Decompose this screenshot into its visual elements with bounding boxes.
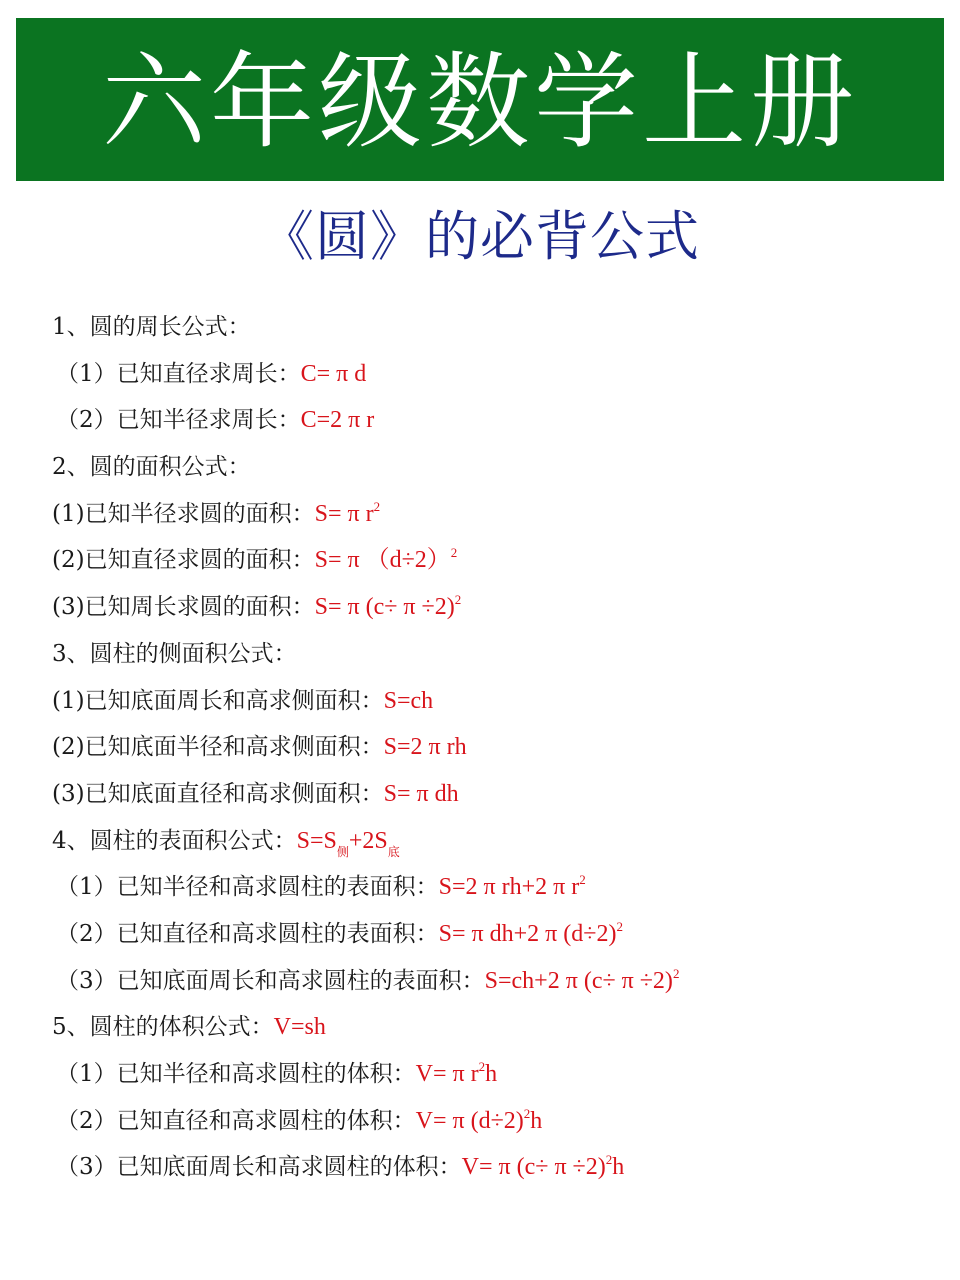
formula-item <box>52 681 932 728</box>
formula-value: S= π dh <box>383 780 459 807</box>
formula-label: (1)已知底面周长和高求侧面积： <box>52 687 384 714</box>
formula-label: (3)已知底面直径和高求侧面积： <box>52 780 384 807</box>
formula-item <box>52 867 932 914</box>
formula-label: （1）已知半径和高求圆柱的表面积： <box>56 874 439 901</box>
section-heading-formula: V=sh <box>273 1014 326 1041</box>
formula-label: (2)已知底面半径和高求侧面积： <box>52 734 384 761</box>
formula-value: V= π $(c\div \pi \div 2)^2h$ <box>461 1152 625 1181</box>
formula-item <box>52 494 932 541</box>
formula-label: （2）已知半径求周长： <box>56 407 301 434</box>
formula-item <box>52 1101 932 1148</box>
formula-label: (1)已知半径求圆的面积： <box>52 500 315 527</box>
section-heading-surface-area <box>52 821 932 868</box>
section-heading-volume <box>52 1007 932 1054</box>
formula-label: （3）已知底面周长和高求圆柱的表面积： <box>56 967 485 994</box>
formula-label: (2)已知直径求圆的面积： <box>52 547 315 574</box>
formula-item <box>52 354 932 401</box>
formula-label: (3)已知周长求圆的面积： <box>52 594 315 621</box>
formula-value: S=2 π rh+2 π $r^2$ <box>438 872 586 901</box>
formula-value: V= π $(d\div 2)^2h$ <box>415 1105 543 1134</box>
formula-list <box>52 307 932 1194</box>
formula-item <box>52 727 932 774</box>
section-heading-area <box>52 447 932 494</box>
formula-label: （3）已知底面周长和高求圆柱的体积： <box>56 1154 462 1181</box>
formula-value: V= π $r^2h$ <box>415 1059 498 1087</box>
formula-item <box>52 914 932 961</box>
formula-value: C= π d <box>300 360 367 387</box>
formula-item <box>52 961 932 1008</box>
formula-label: （1）已知直径求周长： <box>56 360 301 387</box>
page-title: 六年级数学上册 <box>101 40 858 163</box>
formula-item <box>52 540 932 587</box>
section-heading-text: 1、圆的周长公式： <box>52 314 251 340</box>
section-heading-text: 3、圆柱的侧面积公式： <box>52 640 297 667</box>
formula-value: S=2 π rh <box>383 734 467 761</box>
section-heading-formula: $S=S_侧+2S_底$ <box>296 827 400 859</box>
section-heading-text: 4、圆柱的表面积公式： <box>52 827 297 854</box>
formula-item <box>52 774 932 821</box>
formula-value: C=2 π r <box>300 407 375 434</box>
section-heading-lateral-area <box>52 634 932 681</box>
formula-value: S=ch+2 π $(c\div \pi \div 2)^2$ <box>484 965 680 994</box>
formula-value: S= π dh+2 π $(d\div 2)^2$ <box>438 918 623 947</box>
formula-value: S= π $r^2$ <box>314 498 381 527</box>
section-heading-text: 5、圆柱的体积公式： <box>52 1014 274 1041</box>
formula-label: （2）已知直径和高求圆柱的体积： <box>56 1107 416 1134</box>
formula-label: （2）已知直径和高求圆柱的表面积： <box>56 920 439 947</box>
formula-item <box>52 1147 932 1194</box>
formula-item <box>52 1054 932 1101</box>
formula-value: S= π $(c\div \pi \div 2)^2$ <box>314 592 462 621</box>
section-heading-text: 2、圆的面积公式： <box>52 454 251 481</box>
formula-label: （1）已知半径和高求圆柱的体积： <box>56 1061 416 1087</box>
page-subtitle: 《圆》的必背公式 <box>260 205 700 268</box>
formula-item <box>52 587 932 634</box>
formula-item <box>52 400 932 447</box>
title-banner <box>16 18 944 181</box>
section-heading-circumference <box>52 307 932 354</box>
formula-value: S= π $(d\div 2)^2$ <box>314 545 458 574</box>
formula-value: S=ch <box>383 687 434 714</box>
